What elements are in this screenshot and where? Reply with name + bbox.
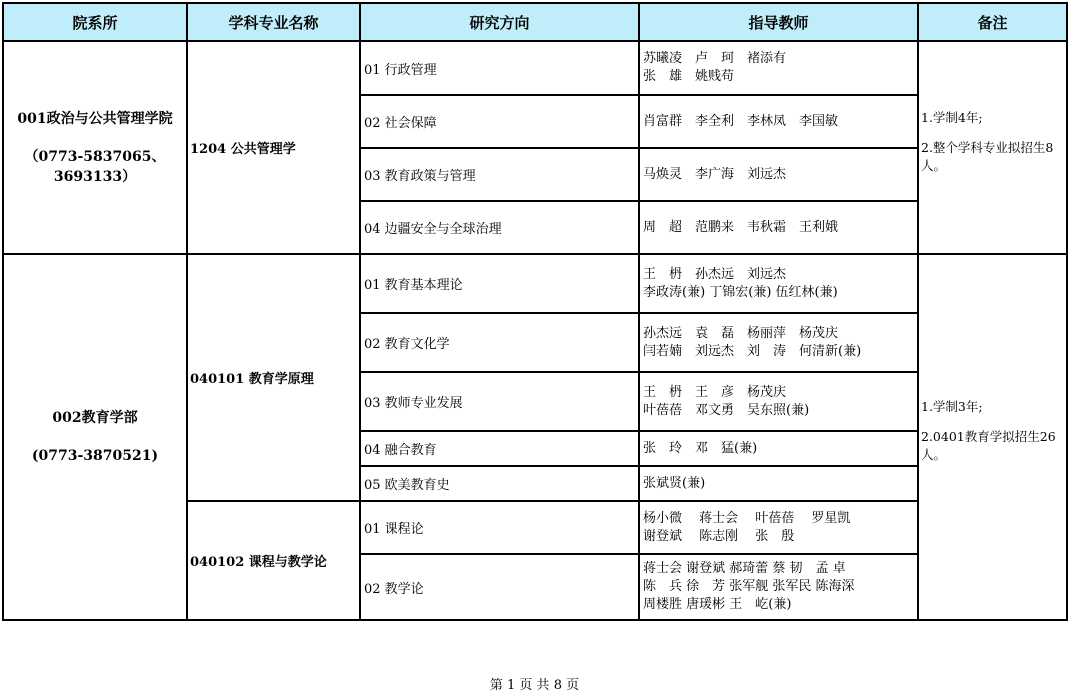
direction-cell: 01 行政管理 bbox=[360, 41, 639, 95]
note-line: 2.整个学科专业拟招生8人。 bbox=[921, 139, 1054, 173]
department-name: 002教育学部 bbox=[52, 410, 138, 426]
advisors-cell bbox=[639, 254, 918, 313]
department-cell bbox=[3, 41, 187, 254]
advisor-line: 陈 兵 徐 芳 张军舰 张军民 陈海深 bbox=[643, 579, 855, 594]
department-phone: （0773-5837065、 bbox=[24, 148, 166, 165]
direction-cell: 02 教育文化学 bbox=[360, 313, 639, 372]
table-row bbox=[3, 41, 1067, 95]
advisor-line: 孙杰远 袁 磊 杨丽萍 杨茂庆 bbox=[643, 325, 839, 341]
advisor-line: 闫若婻 刘远杰 刘 涛 何清新(兼) bbox=[643, 343, 862, 359]
department-cell bbox=[3, 254, 187, 620]
advisor-line: 李政涛(兼) 丁锦宏(兼) 伍红林(兼) bbox=[643, 284, 838, 300]
advisor-line: 肖富群 李全利 李林凤 李国敏 bbox=[643, 113, 839, 129]
direction-cell: 04 边疆安全与全球治理 bbox=[360, 201, 639, 254]
advisors-cell bbox=[639, 466, 918, 501]
note-line: 2.0401教育学拟招生26人。 bbox=[921, 429, 1056, 462]
table-row bbox=[3, 254, 1067, 313]
major-cell: 040101 教育学原理 bbox=[187, 254, 360, 501]
advisor-line: 杨小微 蒋士会 叶蓓蓓 罗星凯 bbox=[643, 510, 851, 526]
advisors-cell bbox=[639, 41, 918, 95]
direction-cell: 04 融合教育 bbox=[360, 431, 639, 466]
advisor-line: 王 枬 王 彦 杨茂庆 bbox=[643, 384, 787, 400]
department-name: 001政治与公共管理学院 bbox=[17, 110, 173, 127]
page-footer: 第 1 页 共 8 页 bbox=[489, 678, 580, 693]
header-direction: 研究方向 bbox=[360, 3, 639, 41]
advisor-line: 周 超 范鹏来 韦秋霜 王利娥 bbox=[643, 219, 839, 235]
header-notes: 备注 bbox=[918, 3, 1067, 41]
advisors-cell bbox=[639, 95, 918, 148]
direction-cell: 01 教育基本理论 bbox=[360, 254, 639, 313]
advisors-cell bbox=[639, 201, 918, 254]
advisor-line: 张斌贤(兼) bbox=[643, 475, 706, 491]
advisor-line: 谢登斌 陈志刚 张 殷 bbox=[643, 528, 795, 544]
advisor-line: 王 枬 孙杰远 刘远杰 bbox=[643, 266, 787, 282]
advisors-cell bbox=[639, 313, 918, 372]
advisors-cell bbox=[639, 372, 918, 431]
advisor-line: 马焕灵 李广海 刘远杰 bbox=[643, 166, 787, 182]
note-line: 1.学制4年; bbox=[921, 109, 983, 125]
header-department: 院系所 bbox=[3, 3, 187, 41]
header-row bbox=[3, 3, 1067, 41]
advisors-cell bbox=[639, 431, 918, 466]
notes-cell bbox=[918, 254, 1067, 620]
direction-cell: 03 教育政策与管理 bbox=[360, 148, 639, 201]
direction-cell: 01 课程论 bbox=[360, 501, 639, 554]
direction-cell: 02 教学论 bbox=[360, 554, 639, 620]
department-phone: (0773-3870521) bbox=[31, 448, 159, 464]
advisor-line: 张 雄 姚贱苟 bbox=[643, 69, 735, 84]
advisor-line: 周楼胜 唐瑗彬 王 屹(兼) bbox=[643, 597, 792, 612]
advisors-cell bbox=[639, 501, 918, 554]
note-line: 1.学制3年; bbox=[921, 399, 983, 414]
advisor-line: 蒋士会 谢登斌 郝琦蕾 蔡 韧 孟 卓 bbox=[643, 561, 846, 576]
major-cell: 040102 课程与教学论 bbox=[187, 501, 360, 620]
advisor-line: 叶蓓蓓 邓文勇 吴东照(兼) bbox=[643, 402, 810, 418]
advisors-cell bbox=[639, 148, 918, 201]
major-cell: 1204 公共管理学 bbox=[187, 41, 360, 254]
header-advisors: 指导教师 bbox=[639, 3, 918, 41]
advisor-line: 苏曦凌 卢 珂 褚添有 bbox=[643, 51, 787, 66]
notes-cell bbox=[918, 41, 1067, 254]
advisor-line: 张 玲 邓 猛(兼) bbox=[643, 440, 758, 456]
enrollment-table bbox=[2, 2, 1068, 621]
direction-cell: 03 教师专业发展 bbox=[360, 372, 639, 431]
advisors-cell bbox=[639, 554, 918, 620]
direction-cell: 05 欧美教育史 bbox=[360, 466, 639, 501]
direction-cell: 02 社会保障 bbox=[360, 95, 639, 148]
header-major: 学科专业名称 bbox=[187, 3, 360, 41]
department-phone-cont: 3693133） bbox=[53, 168, 137, 185]
